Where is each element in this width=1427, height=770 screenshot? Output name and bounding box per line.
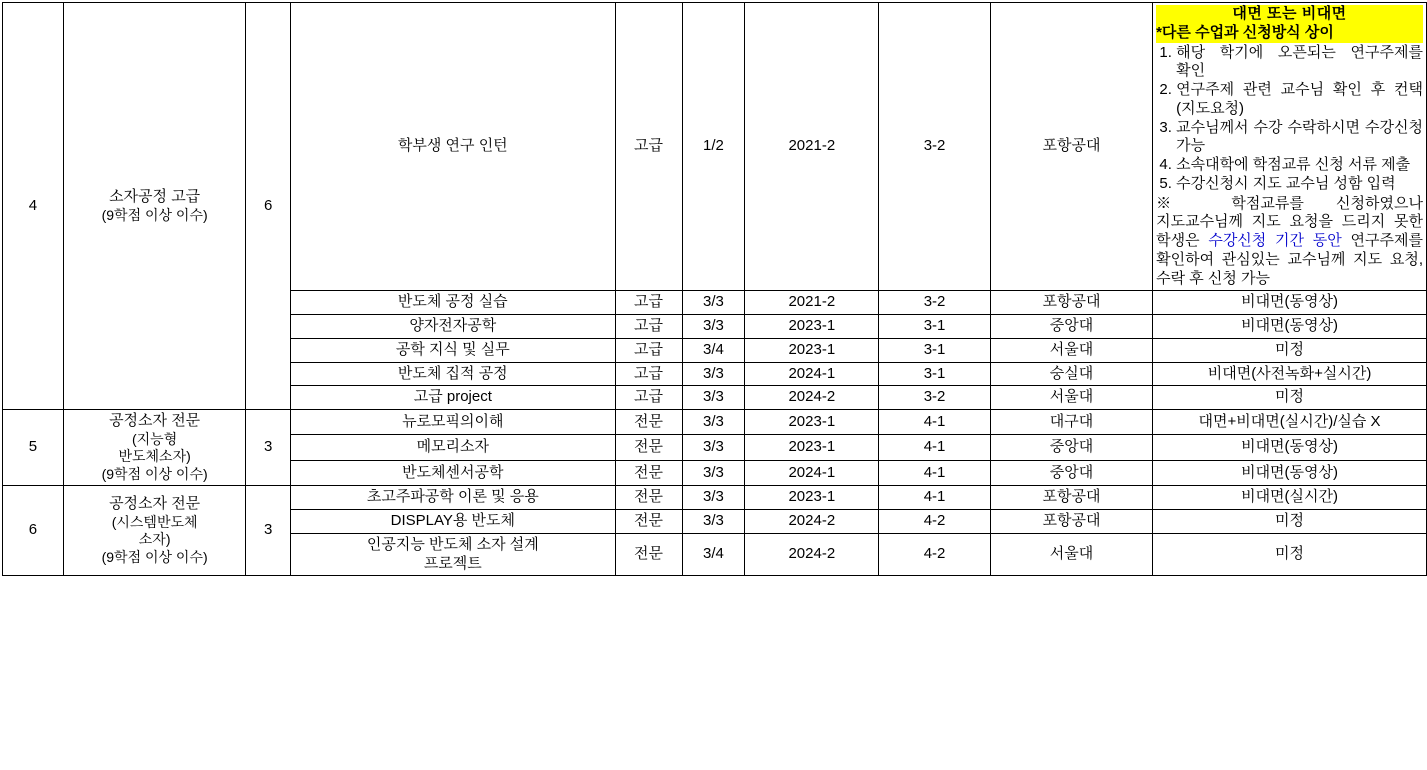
- course-level: 전문: [615, 435, 682, 460]
- year-semester: 3-2: [879, 291, 991, 315]
- year-semester: 4-1: [879, 486, 991, 510]
- open-term: 2024-2: [745, 533, 879, 576]
- module-credit: 6: [246, 3, 291, 410]
- module-title: 공정소자 전문: [109, 495, 201, 513]
- open-term: 2021-2: [745, 3, 879, 291]
- host-university: 서울대: [990, 338, 1152, 362]
- module-subtitle-2: 소자): [138, 531, 171, 548]
- host-university: 중앙대: [990, 315, 1152, 339]
- subject-name: 공학 지식 및 실무: [291, 338, 616, 362]
- note-steps: [1156, 44, 1423, 194]
- subject-name: 학부생 연구 인턴: [291, 3, 616, 291]
- class-method: 비대면(사전녹화+실시간): [1153, 362, 1427, 386]
- credit-hours: 3/3: [682, 315, 745, 339]
- module-requirement: (9학점 이상 이수): [101, 206, 208, 223]
- subject-name-line1: 인공지능 반도체 소자 설계: [366, 535, 539, 553]
- open-term: 2023-1: [745, 486, 879, 510]
- class-method: 미정: [1153, 338, 1427, 362]
- subject-name: 양자전자공학: [291, 315, 616, 339]
- subject-name: DISPLAY용 반도체: [291, 510, 616, 534]
- subject-name: 고급 project: [291, 386, 616, 410]
- note-subtitle: *다른 수업과 신청방식 상이: [1156, 24, 1423, 43]
- module-requirement: (9학점 이상 이수): [101, 548, 208, 565]
- year-semester: 3-1: [879, 315, 991, 339]
- note-paragraph: [1156, 195, 1423, 289]
- note-step: 2. 연구주제 관련 교수님 확인 후 컨택(지도요청): [1176, 81, 1423, 119]
- host-university: 포항공대: [990, 510, 1152, 534]
- table-row: [3, 3, 1427, 291]
- year-semester: 4-1: [879, 460, 991, 485]
- module-subtitle-2: 반도체소자): [118, 448, 191, 465]
- year-semester: 4-2: [879, 510, 991, 534]
- year-semester: 4-1: [879, 435, 991, 460]
- host-university: 중앙대: [990, 435, 1152, 460]
- open-term: 2024-1: [745, 362, 879, 386]
- class-method: 비대면(실시간): [1153, 486, 1427, 510]
- subject-name: 반도체센서공학: [291, 460, 616, 485]
- module-requirement: (9학점 이상 이수): [101, 465, 208, 482]
- host-university: 대구대: [990, 410, 1152, 435]
- year-semester: 3-1: [879, 338, 991, 362]
- class-method: 미정: [1153, 510, 1427, 534]
- credit-hours: 3/3: [682, 386, 745, 410]
- year-semester: 4-2: [879, 533, 991, 576]
- module-name: [63, 486, 246, 576]
- module-credit: 3: [246, 486, 291, 576]
- open-term: 2024-2: [745, 386, 879, 410]
- credit-hours: 3/3: [682, 410, 745, 435]
- row-number: 6: [3, 486, 64, 576]
- open-term: 2023-1: [745, 315, 879, 339]
- class-method: 대면+비대면(실시간)/실습 X: [1153, 410, 1427, 435]
- subject-name: 초고주파공학 이론 및 응용: [291, 486, 616, 510]
- credit-hours: 3/3: [682, 291, 745, 315]
- open-term: 2024-1: [745, 460, 879, 485]
- open-term: 2024-2: [745, 510, 879, 534]
- note-paragraph-highlight: 수강신청 기간 동안: [1208, 232, 1342, 249]
- module-name: [63, 3, 246, 410]
- note-step: 4. 소속대학에 학점교류 신청 서류 제출: [1176, 156, 1423, 175]
- credit-hours: 3/3: [682, 435, 745, 460]
- course-level: 고급: [615, 315, 682, 339]
- course-level: 전문: [615, 533, 682, 576]
- note-step: 1. 해당 학기에 오픈되는 연구주제를 확인: [1176, 44, 1423, 82]
- course-level: 고급: [615, 386, 682, 410]
- host-university: 서울대: [990, 386, 1152, 410]
- note-step: 5. 수강신청시 지도 교수님 성함 입력: [1176, 175, 1423, 194]
- course-table-document: [0, 2, 1427, 770]
- credit-hours: 3/3: [682, 460, 745, 485]
- subject-name: 반도체 집적 공정: [291, 362, 616, 386]
- module-title: 소자공정 고급: [109, 187, 201, 205]
- course-level: 고급: [615, 291, 682, 315]
- module-title: 공정소자 전문: [109, 412, 201, 429]
- course-level: 고급: [615, 338, 682, 362]
- host-university: 포항공대: [990, 3, 1152, 291]
- host-university: 숭실대: [990, 362, 1152, 386]
- open-term: 2021-2: [745, 291, 879, 315]
- module-credit: 3: [246, 410, 291, 486]
- credit-hours: 3/3: [682, 486, 745, 510]
- course-table: [2, 2, 1427, 576]
- host-university: 중앙대: [990, 460, 1152, 485]
- open-term: 2023-1: [745, 338, 879, 362]
- year-semester: 3-2: [879, 386, 991, 410]
- note-step: 3. 교수님께서 수강 수락하시면 수강신청 가능: [1176, 119, 1423, 157]
- subject-name: 메모리소자: [291, 435, 616, 460]
- table-row: [3, 410, 1427, 435]
- open-term: 2023-1: [745, 435, 879, 460]
- course-level: 고급: [615, 362, 682, 386]
- course-level: 고급: [615, 3, 682, 291]
- open-term: 2023-1: [745, 410, 879, 435]
- course-level: 전문: [615, 410, 682, 435]
- year-semester: 3-2: [879, 3, 991, 291]
- host-university: 서울대: [990, 533, 1152, 576]
- credit-hours: 3/4: [682, 338, 745, 362]
- subject-name-line2: 프로젝트: [423, 554, 482, 572]
- course-level: 전문: [615, 486, 682, 510]
- class-method: 비대면(동영상): [1153, 315, 1427, 339]
- subject-name: 반도체 공정 실습: [291, 291, 616, 315]
- course-level: 전문: [615, 510, 682, 534]
- year-semester: 3-1: [879, 362, 991, 386]
- module-name: [63, 410, 246, 486]
- module-subtitle-1: (시스템반도체: [111, 513, 198, 530]
- credit-hours: 3/3: [682, 362, 745, 386]
- note-paragraph-suffix: 연구주제를 확인하여 관심있는 교수님께 지도 요청, 수락 후 신청 가능: [1156, 232, 1423, 287]
- class-method: 비대면(동영상): [1153, 291, 1427, 315]
- credit-hours: 3/4: [682, 533, 745, 576]
- subject-name: [291, 533, 616, 576]
- class-method-note: [1153, 3, 1427, 291]
- year-semester: 4-1: [879, 410, 991, 435]
- row-number: 4: [3, 3, 64, 410]
- note-paragraph-prefix: ※ 학점교류를 신청하였으나 지도교수님께 지도 요청을 드리지 못한 학생은: [1156, 194, 1423, 249]
- table-row: [3, 486, 1427, 510]
- course-level: 전문: [615, 460, 682, 485]
- note-title: 대면 또는 비대면: [1156, 5, 1423, 24]
- row-number: 5: [3, 410, 64, 486]
- class-method: 비대면(동영상): [1153, 460, 1427, 485]
- subject-name: 뉴로모픽의이해: [291, 410, 616, 435]
- host-university: 포항공대: [990, 291, 1152, 315]
- credit-hours: 1/2: [682, 3, 745, 291]
- class-method: 미정: [1153, 533, 1427, 576]
- class-method: 미정: [1153, 386, 1427, 410]
- class-method: 비대면(동영상): [1153, 435, 1427, 460]
- host-university: 포항공대: [990, 486, 1152, 510]
- module-subtitle-1: (지능형: [132, 430, 178, 447]
- credit-hours: 3/3: [682, 510, 745, 534]
